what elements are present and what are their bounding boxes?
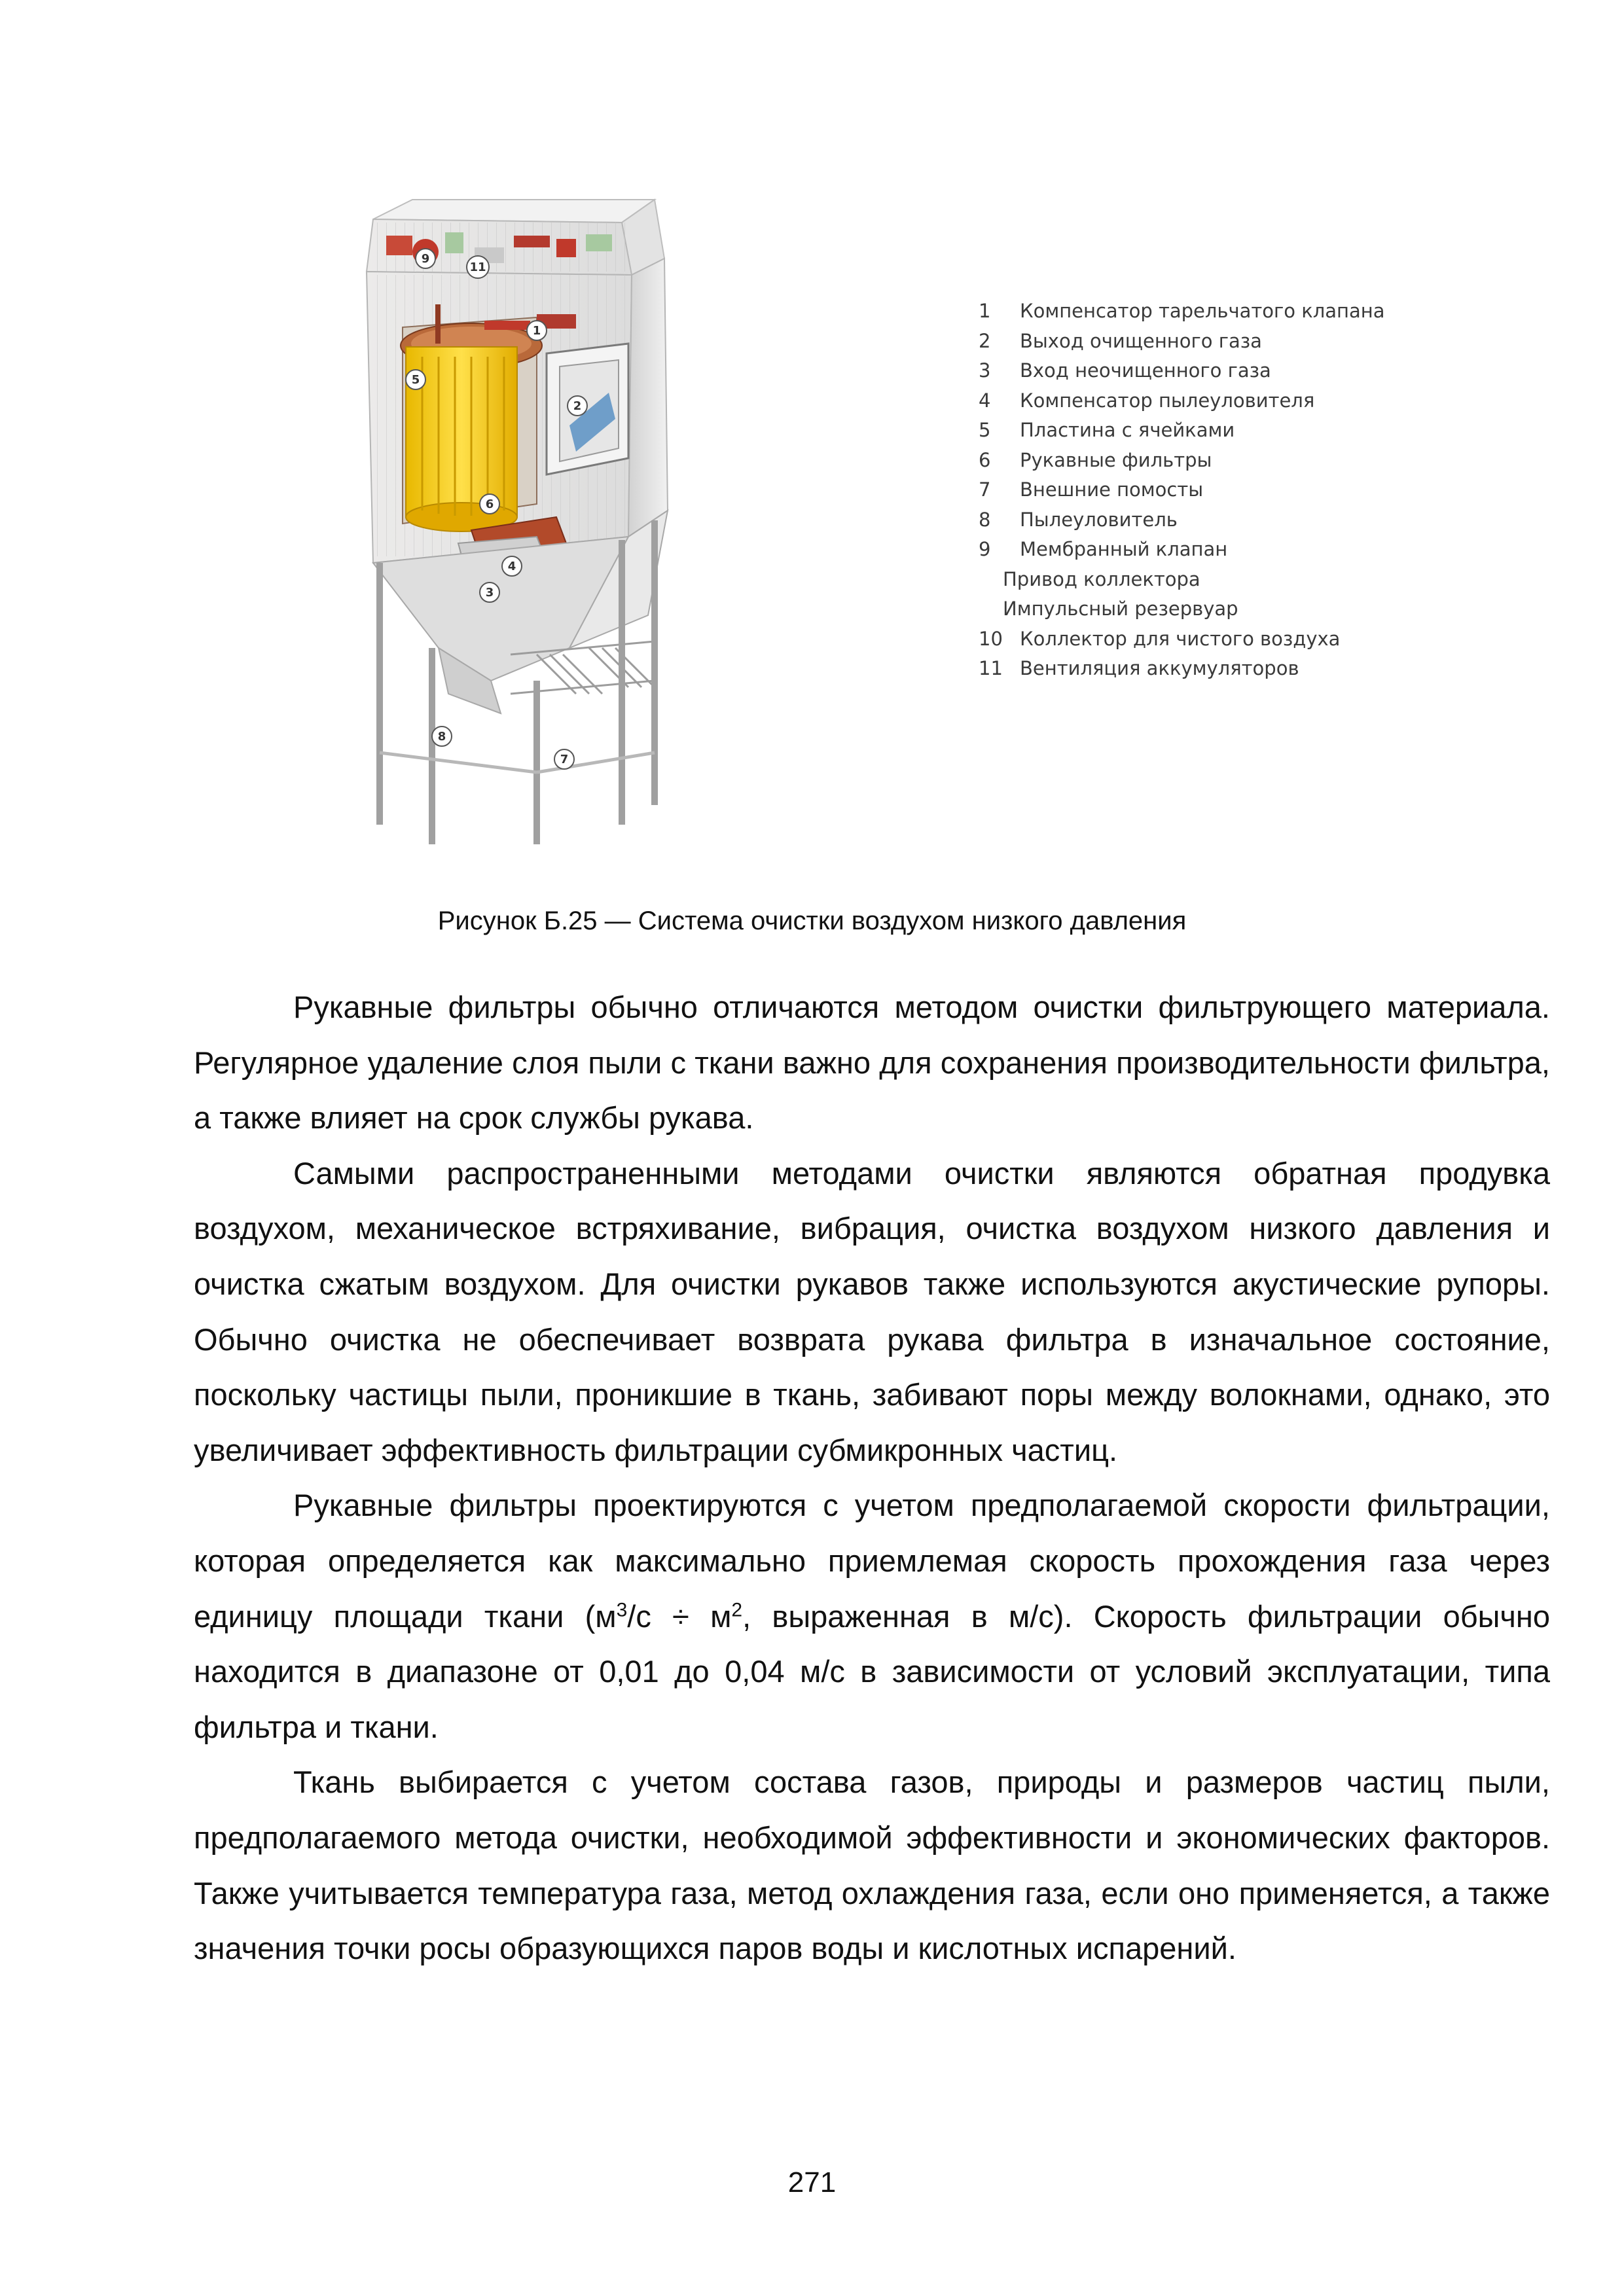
callout-2-label: 2 (573, 399, 582, 413)
legend-label: Импульсный резервуар (1003, 598, 1238, 620)
figure (340, 196, 1427, 864)
legend-item (979, 416, 1437, 446)
legend-number: 9 (979, 538, 991, 560)
legend-label: Компенсатор тарельчатого клапана (1020, 300, 1385, 322)
legend-number: 5 (979, 419, 991, 441)
legend-label: Привод коллектора (1003, 567, 1200, 590)
legend-number: 3 (979, 359, 991, 382)
callout-4-label: 4 (507, 560, 516, 573)
superscript-2: 2 (731, 1598, 743, 1621)
legend-number: 8 (979, 508, 991, 531)
callout-6-label: 6 (485, 497, 494, 511)
legend-item (979, 327, 1437, 357)
legend-number: 11 (979, 657, 1003, 679)
paragraph-4: Ткань выбирается с учетом состава газов, природы и размеров частиц пыли, предполагаемого метода очистки, необходимой эффективности и экономических факторов. Также учитывается температура газа, метод охлаждения газа, если оно применяется, а также значения точки росы образующихся паров воды и кислотных испарений. (194, 1765, 1550, 1966)
legend-label: Коллектор для чистого воздуха (1020, 627, 1341, 650)
legend-item (979, 624, 1437, 655)
legend-item (979, 386, 1437, 416)
figure-legend (979, 296, 1437, 684)
paragraph-2: Самыми распространенными методами очистки являются обратная продувка воздухом, механическое встряхивание, вибрация, очистка воздухом низкого давления и очистка сжатым воздухом. Для очистки рукавов также используются акустические рупоры. Обычно очистка не обеспечивает возврата рукава фильтра в изначальное состояние, поскольку частицы пыли, проникшие в ткань, забивают поры между волокнами, однако, это увеличивает эффективность фильтрации субмикронных частиц. (194, 1155, 1550, 1467)
callout-1-label: 1 (532, 324, 541, 338)
legend-number: 4 (979, 389, 991, 412)
legend-item (979, 535, 1437, 565)
paragraph-3-text-a: Рукавные фильтры проектируются с учетом предполагаемой скорости фильтрации, которая определяется как максимально приемлемая скорость прохождения газа через единицу площади ткани (м (194, 1488, 1550, 1634)
legend-label: Вентиляция аккумуляторов (1020, 657, 1299, 679)
legend-label: Выход очищенного газа (1020, 329, 1262, 352)
legend-label: Внешние помосты (1020, 478, 1204, 501)
legend-number: 7 (979, 478, 991, 501)
callout-3-label: 3 (485, 586, 494, 600)
legend-item (979, 475, 1437, 505)
legend-item (979, 594, 1437, 624)
legend-item (979, 565, 1437, 595)
legend-label: Мембранный клапан (1020, 538, 1228, 560)
paragraph-1: Рукавные фильтры обычно отличаются методом очистки фильтрующего материала. Регулярное удаление слоя пыли с ткани важно для сохранения производительности фильтра, а также влияет на срок службы рукава. (194, 990, 1550, 1136)
callout-11-label: 11 (469, 260, 486, 274)
legend-item (979, 356, 1437, 386)
legend-number: 10 (979, 627, 1003, 650)
paragraph-3-text-c: , выраженная в м/с). Скорость фильтрации обычно находится в диапазоне от 0,01 до 0,04 м/с в зависимости от условий эксплуатации, типа фильтра и ткани. (194, 1598, 1550, 1744)
clean-gas-outlet (547, 344, 628, 475)
legend-item (979, 446, 1437, 476)
legend-label: Вход неочищенного газа (1020, 359, 1271, 382)
callout-9-label: 9 (421, 252, 430, 266)
legend-number: 2 (979, 329, 991, 352)
legend-item (979, 505, 1437, 535)
legend-label: Компенсатор пылеуловителя (1020, 389, 1315, 412)
legend-number: 1 (979, 300, 991, 322)
figure-caption: Рисунок Б.25 — Система очистки воздухом низкого давления (437, 906, 1187, 935)
callout-8-label: 8 (437, 730, 446, 744)
legend-label: Пластина с ячейками (1020, 419, 1235, 441)
legend-label: Рукавные фильтры (1020, 448, 1212, 471)
legend-number: 6 (979, 448, 991, 471)
page-number: 271 (787, 2166, 837, 2198)
callout-5-label: 5 (411, 373, 420, 387)
paragraph-3 (194, 1478, 1550, 1755)
baghouse-filter-illustration (340, 196, 949, 851)
paragraph-3-text-b: /с ÷ м (627, 1598, 732, 1634)
superscript-3: 3 (616, 1598, 628, 1621)
legend-label: Пылеуловитель (1020, 508, 1178, 531)
body-text (194, 980, 1550, 1977)
legend-item (979, 654, 1437, 684)
callout-7-label: 7 (560, 753, 569, 766)
legend-item (979, 296, 1437, 327)
